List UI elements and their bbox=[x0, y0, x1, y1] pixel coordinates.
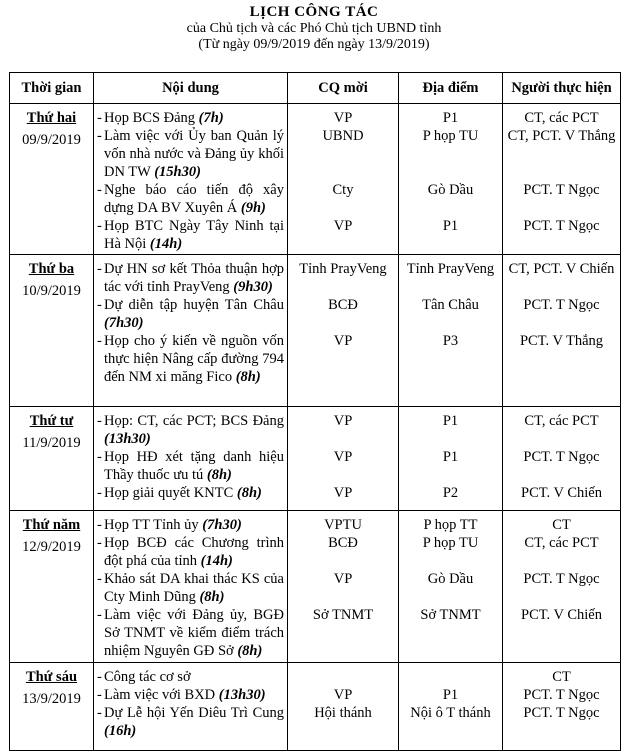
agenda-time: (13h30) bbox=[104, 431, 151, 447]
column-header-agency: CQ mời bbox=[288, 73, 399, 104]
agenda-item bbox=[94, 570, 287, 606]
place-cell bbox=[399, 104, 503, 255]
agenda-time: (8h) bbox=[235, 369, 261, 385]
agenda-text: Dự Lễ hội Yến Diêu Trì Cung bbox=[104, 705, 284, 721]
person-value: PCT. V Chiến bbox=[521, 485, 602, 501]
agenda-text: Dự diễn tập huyện Tân Châu bbox=[104, 297, 284, 313]
place-value: P1 bbox=[442, 110, 459, 126]
column-header-place: Địa điểm bbox=[399, 73, 503, 104]
person-value: CT bbox=[552, 669, 571, 685]
agency-value: Hội thánh bbox=[314, 705, 372, 721]
person-cell bbox=[503, 255, 621, 407]
content-cell bbox=[94, 407, 288, 511]
agenda-time: (7h30) bbox=[202, 517, 242, 533]
agenda-text: Họp HĐ xét tặng danh hiệu Thầy thuốc ưu tú bbox=[104, 449, 284, 483]
place-value: Tân Châu bbox=[422, 297, 479, 313]
content-cell bbox=[94, 663, 288, 751]
person-value: CT, các PCT bbox=[524, 413, 599, 429]
agenda-text: Nghe báo cáo tiến độ xây dựng DA BV Xuyên Á bbox=[104, 182, 284, 216]
day-date: 13/9/2019 bbox=[22, 691, 81, 707]
agenda-item bbox=[94, 260, 287, 296]
day-cell bbox=[10, 255, 94, 407]
place-cell bbox=[399, 255, 503, 407]
day-date: 11/9/2019 bbox=[22, 435, 81, 451]
place-value: P1 bbox=[442, 413, 459, 429]
person-value: PCT. T Ngọc bbox=[523, 705, 600, 721]
agenda-text: Họp giải quyết KNTC bbox=[104, 485, 237, 501]
day-row bbox=[10, 511, 621, 663]
agenda-text: Họp BTC Ngày Tây Ninh tại Hà Nội bbox=[104, 218, 284, 252]
day-name: Thứ hai bbox=[26, 110, 77, 126]
agency-value: VP bbox=[333, 333, 353, 349]
day-row bbox=[10, 663, 621, 751]
place-value: P3 bbox=[442, 333, 459, 349]
day-name: Thứ sáu bbox=[25, 669, 78, 685]
person-value: PCT. T Ngọc bbox=[523, 218, 600, 234]
agenda-item bbox=[94, 516, 287, 534]
agenda-time: (7h) bbox=[198, 110, 224, 126]
agenda-time: (16h) bbox=[104, 723, 137, 739]
date-range: (Từ ngày 09/9/2019 đến ngày 13/9/2019) bbox=[198, 37, 430, 52]
agency-value: Tỉnh PrayVeng bbox=[299, 261, 387, 277]
day-date: 10/9/2019 bbox=[22, 283, 81, 299]
day-name: Thứ ba bbox=[28, 261, 75, 277]
agency-value: VPTU bbox=[324, 517, 362, 533]
agenda-text: Họp cho ý kiến về nguồn vốn thực hiện Nâng cấp đường 794 đến NM xi măng Fico bbox=[104, 333, 284, 385]
agenda-item bbox=[94, 606, 287, 660]
agency-value bbox=[288, 668, 398, 686]
agency-value: VP bbox=[333, 449, 353, 465]
agency-value: Cty bbox=[332, 182, 354, 198]
content-cell bbox=[94, 104, 288, 255]
agenda-time: (9h30) bbox=[233, 279, 273, 295]
agency-cell bbox=[288, 511, 399, 663]
person-value: PCT. T Ngọc bbox=[523, 297, 600, 313]
day-row bbox=[10, 255, 621, 407]
place-value: Gò Dầu bbox=[427, 182, 474, 198]
agenda-text: Họp BCS Đảng bbox=[104, 110, 199, 126]
agenda-item bbox=[94, 686, 287, 704]
schedule-table bbox=[9, 72, 621, 751]
agenda-item bbox=[94, 534, 287, 570]
agenda-item bbox=[94, 484, 287, 502]
agenda-item bbox=[94, 181, 287, 217]
agenda-text: Dự HN sơ kết Thỏa thuận hợp tác với tỉnh PrayVeng bbox=[104, 261, 284, 295]
day-date: 12/9/2019 bbox=[22, 539, 81, 555]
agency-value: Sở TNMT bbox=[312, 607, 374, 623]
person-value: CT, PCT. V Thắng bbox=[507, 128, 616, 144]
person-value: CT bbox=[552, 517, 571, 533]
person-value: CT, các PCT bbox=[524, 535, 599, 551]
agenda-item bbox=[94, 127, 287, 181]
table-header-row bbox=[10, 73, 621, 104]
place-cell bbox=[399, 407, 503, 511]
person-value: PCT. T Ngọc bbox=[523, 571, 600, 587]
content-cell bbox=[94, 511, 288, 663]
person-value: PCT. V Thắng bbox=[519, 333, 604, 349]
place-value: P họp TT bbox=[423, 517, 478, 533]
agency-value: BCĐ bbox=[328, 535, 358, 551]
agenda-time: (14h) bbox=[149, 236, 183, 252]
day-name: Thứ tư bbox=[29, 413, 74, 429]
agency-value: VP bbox=[333, 218, 353, 234]
agenda-item bbox=[94, 448, 287, 484]
column-header-person: Người thực hiện bbox=[503, 73, 621, 104]
column-header-time: Thời gian bbox=[10, 73, 94, 104]
place-value: Sở TNMT bbox=[420, 607, 481, 623]
person-value: PCT. T Ngọc bbox=[523, 449, 600, 465]
place-value: P họp TU bbox=[422, 128, 479, 144]
person-cell bbox=[503, 663, 621, 751]
agency-value: BCĐ bbox=[328, 297, 358, 313]
place-value: Gò Dầu bbox=[427, 571, 474, 587]
day-cell bbox=[10, 407, 94, 511]
place-value: P1 bbox=[442, 449, 459, 465]
agenda-item bbox=[94, 704, 287, 740]
day-cell bbox=[10, 663, 94, 751]
agency-cell bbox=[288, 104, 399, 255]
column-header-content: Nội dung bbox=[94, 73, 288, 104]
place-cell bbox=[399, 663, 503, 751]
agenda-time: (8h) bbox=[236, 485, 262, 501]
day-name: Thứ năm bbox=[22, 517, 81, 533]
agency-value: VP bbox=[333, 485, 353, 501]
agenda-time: (7h30) bbox=[104, 315, 144, 331]
agenda-text: Họp TT Tỉnh ủy bbox=[104, 517, 203, 533]
agenda-item bbox=[94, 332, 287, 386]
agency-cell bbox=[288, 663, 399, 751]
agenda-text: Làm việc với Ủy ban Quản lý vốn nhà nước và Đảng ủy khối DN TW bbox=[104, 128, 284, 180]
person-value: CT, PCT. V Chiến bbox=[508, 261, 615, 277]
agenda-item bbox=[94, 412, 287, 448]
agenda-item bbox=[94, 109, 287, 127]
agency-cell bbox=[288, 407, 399, 511]
person-value: PCT. V Chiến bbox=[521, 607, 602, 623]
agenda-time: (13h30) bbox=[218, 687, 266, 703]
content-cell bbox=[94, 255, 288, 407]
person-value: PCT. T Ngọc bbox=[523, 687, 600, 703]
person-value: PCT. T Ngọc bbox=[523, 182, 600, 198]
page-title: LỊCH CÔNG TÁC bbox=[249, 4, 379, 20]
agenda-text: Họp BCĐ các Chương trình đột phá của tỉnh bbox=[104, 535, 284, 569]
agenda-item bbox=[94, 217, 287, 253]
agenda-text: Họp: CT, các PCT; BCS Đảng bbox=[104, 413, 284, 429]
day-cell bbox=[10, 104, 94, 255]
place-cell bbox=[399, 511, 503, 663]
place-value bbox=[399, 668, 502, 686]
place-value: P họp TU bbox=[422, 535, 479, 551]
agenda-item bbox=[94, 296, 287, 332]
day-row bbox=[10, 104, 621, 255]
day-date: 09/9/2019 bbox=[22, 132, 81, 148]
place-value: P2 bbox=[442, 485, 459, 501]
place-value: P1 bbox=[442, 218, 459, 234]
agency-value: VP bbox=[333, 687, 353, 703]
agency-cell bbox=[288, 255, 399, 407]
agenda-time: (8h) bbox=[237, 643, 263, 659]
agenda-text: Làm việc với BXD bbox=[104, 687, 219, 703]
agenda-time: (14h) bbox=[200, 553, 233, 569]
place-value: Nội ô T thánh bbox=[410, 705, 491, 721]
agenda-text: Khảo sát DA khai thác KS của Cty Minh Dũng bbox=[104, 571, 284, 605]
agenda-text: Công tác cơ sở bbox=[104, 669, 191, 685]
place-value: P1 bbox=[442, 687, 459, 703]
place-value: Tỉnh PrayVeng bbox=[406, 261, 495, 277]
person-cell bbox=[503, 407, 621, 511]
agenda-time: (8h) bbox=[199, 589, 225, 605]
agency-value: VP bbox=[333, 413, 353, 429]
agenda-time: (8h) bbox=[206, 467, 232, 483]
day-row bbox=[10, 407, 621, 511]
agenda-time: (9h) bbox=[240, 200, 266, 216]
person-value: CT, các PCT bbox=[524, 110, 599, 126]
agency-value: UBND bbox=[322, 128, 364, 144]
agenda-item bbox=[94, 668, 287, 686]
day-cell bbox=[10, 511, 94, 663]
agency-value: VP bbox=[333, 571, 353, 587]
agency-value: VP bbox=[333, 110, 353, 126]
agenda-text: Làm việc với Đảng ủy, BGĐ Sở TNMT về kiểm điểm trách nhiệm Nguyên GĐ Sở bbox=[104, 607, 284, 659]
person-cell bbox=[503, 511, 621, 663]
person-cell bbox=[503, 104, 621, 255]
agenda-time: (15h30) bbox=[154, 164, 201, 180]
page-subtitle: của Chủ tịch và các Phó Chủ tịch UBND tỉnh bbox=[186, 21, 442, 36]
